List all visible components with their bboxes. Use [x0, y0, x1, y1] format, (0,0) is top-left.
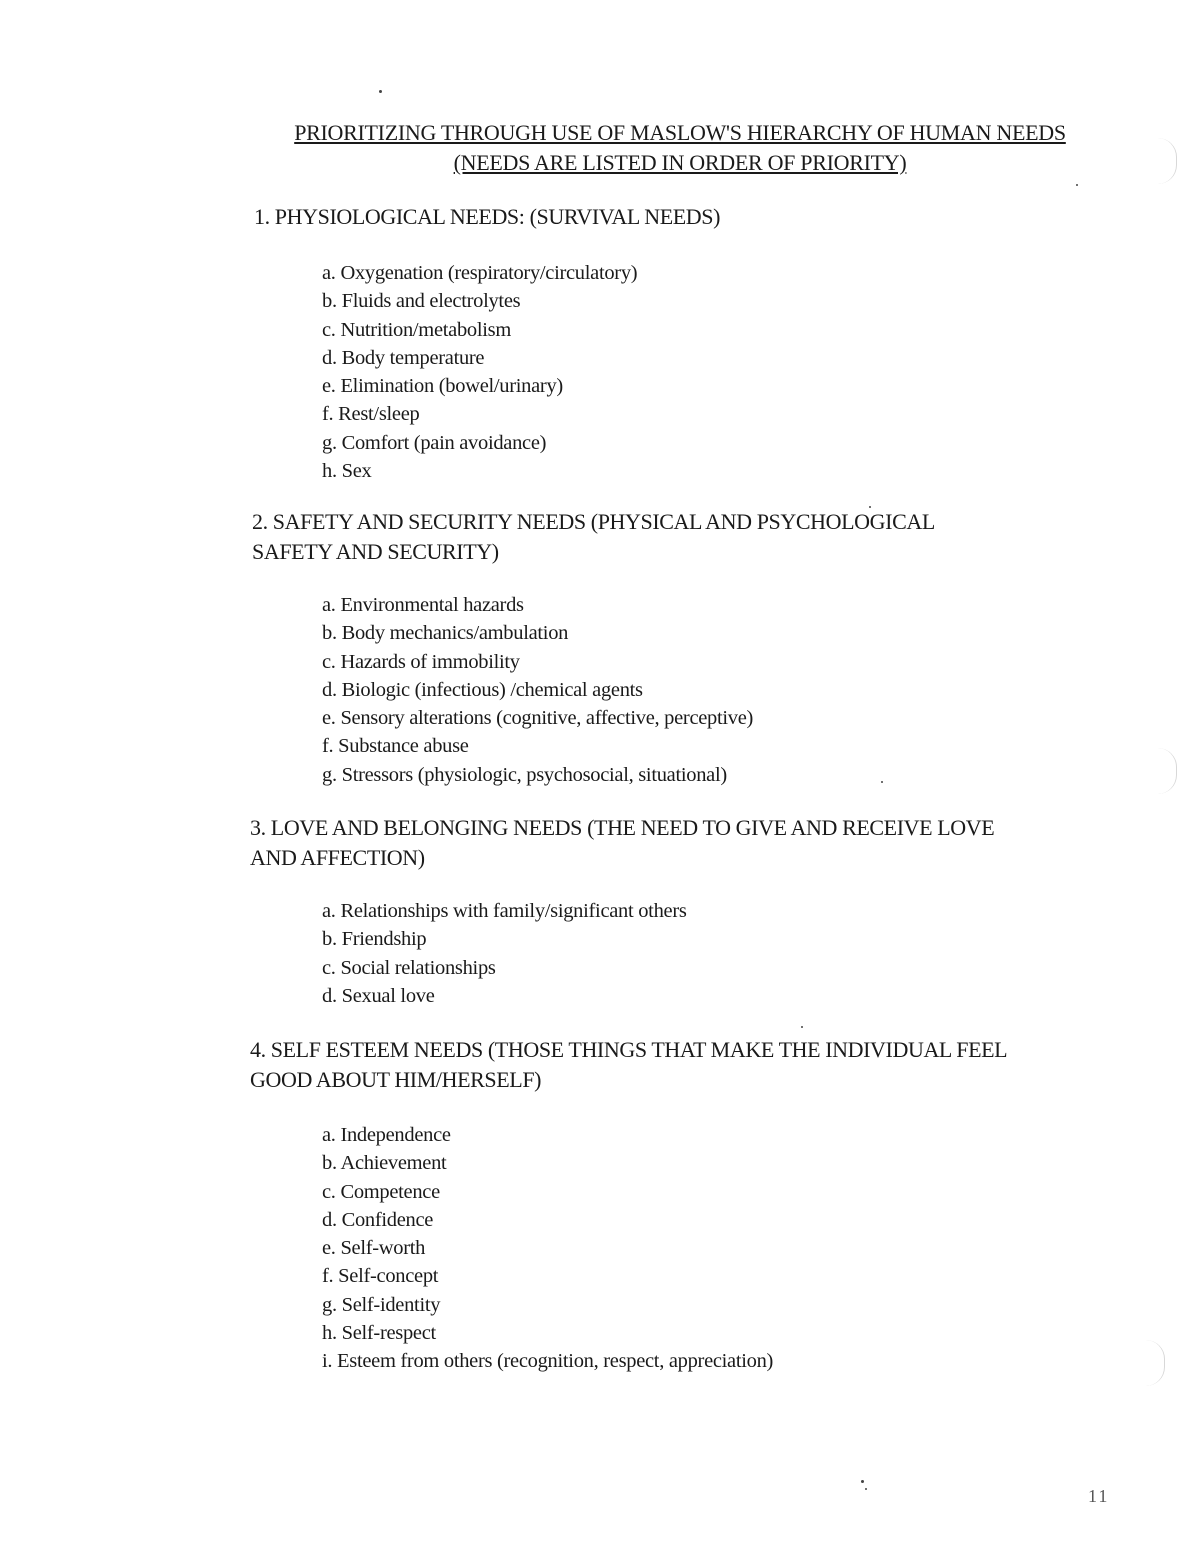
section-heading-line: 3. LOVE AND BELONGING NEEDS (THE NEED TO GIVE AND RECEIVE LOVE: [250, 815, 995, 840]
list-item: h. Sex: [322, 460, 372, 483]
list-item: b. Body mechanics/ambulation: [322, 622, 569, 645]
list-item: e. Elimination (bowel/urinary): [322, 375, 563, 398]
section-heading-line-2: SAFETY AND SECURITY): [252, 539, 499, 564]
list-item: f. Substance abuse: [322, 735, 469, 758]
list-item: f. Rest/sleep: [322, 403, 420, 426]
margin-arc: [1146, 1340, 1165, 1386]
list-item: h. Self-respect: [322, 1322, 436, 1345]
section-list-love-belonging: [322, 897, 687, 1010]
section-heading-love-belonging: [250, 813, 994, 873]
section-heading-line-2: GOOD ABOUT HIM/HERSELF): [250, 1067, 542, 1092]
section-heading-line: 4. SELF ESTEEM NEEDS (THOSE THINGS THAT MAKE THE INDIVIDUAL FEEL: [250, 1037, 1008, 1062]
list-item: d. Sexual love: [322, 984, 435, 1007]
section-heading-line: 1. PHYSIOLOGICAL NEEDS: (SURVIVAL NEEDS): [254, 204, 721, 229]
list-item: b. Achievement: [322, 1152, 447, 1175]
scan-speck: [881, 781, 883, 783]
list-item: b. Friendship: [322, 928, 427, 951]
list-item: a. Environmental hazards: [322, 594, 524, 616]
section-list-physiological: [322, 259, 637, 485]
section-list-safety: [322, 591, 753, 789]
list-item: d. Biologic (infectious) /chemical agents: [322, 678, 643, 701]
list-item: f. Self-concept: [322, 1265, 439, 1288]
list-item: a. Independence: [322, 1124, 451, 1146]
section-heading-physiological: [254, 202, 720, 232]
list-item: i. Esteem from others (recognition, respect, appreciation): [322, 1350, 774, 1373]
list-item: d. Body temperature: [322, 346, 485, 369]
section-heading-self-esteem: [250, 1035, 1007, 1095]
list-item: g. Self-identity: [322, 1293, 441, 1316]
section-heading-line: 2. SAFETY AND SECURITY NEEDS (PHYSICAL AND PSYCHOLOGICAL: [252, 509, 935, 534]
list-item: c. Social relationships: [322, 956, 496, 979]
document-title: [0, 118, 1200, 178]
list-item: d. Confidence: [322, 1208, 434, 1231]
list-item: a. Relationships with family/significant others: [322, 900, 687, 922]
section-heading-line-2: AND AFFECTION): [250, 845, 425, 870]
margin-arc: [1158, 748, 1177, 794]
scan-speck: [379, 90, 382, 93]
page-number: 11: [1088, 1486, 1110, 1506]
list-item: e. Self-worth: [322, 1237, 426, 1260]
list-item: e. Sensory alterations (cognitive, affective, perceptive): [322, 707, 754, 730]
list-item: g. Comfort (pain avoidance): [322, 431, 547, 454]
list-item: c. Hazards of immobility: [322, 650, 520, 673]
section-list-self-esteem: [322, 1121, 773, 1376]
scan-speck: [801, 1026, 803, 1028]
list-item: c. Competence: [322, 1180, 440, 1203]
title-line-2: (NEEDS ARE LISTED IN ORDER OF PRIORITY): [453, 150, 907, 175]
list-item: b. Fluids and electrolytes: [322, 290, 521, 313]
section-heading-safety: [252, 507, 935, 567]
scan-speck: [865, 1488, 867, 1490]
list-item: a. Oxygenation (respiratory/circulatory): [322, 262, 638, 284]
title-line-1: PRIORITIZING THROUGH USE OF MASLOW'S HIERARCHY OF HUMAN NEEDS: [294, 120, 1066, 145]
scan-speck: [1076, 184, 1078, 186]
list-item: c. Nutrition/metabolism: [322, 318, 511, 341]
list-item: g. Stressors (physiologic, psychosocial, situational): [322, 763, 727, 786]
scan-speck: [861, 1480, 864, 1483]
